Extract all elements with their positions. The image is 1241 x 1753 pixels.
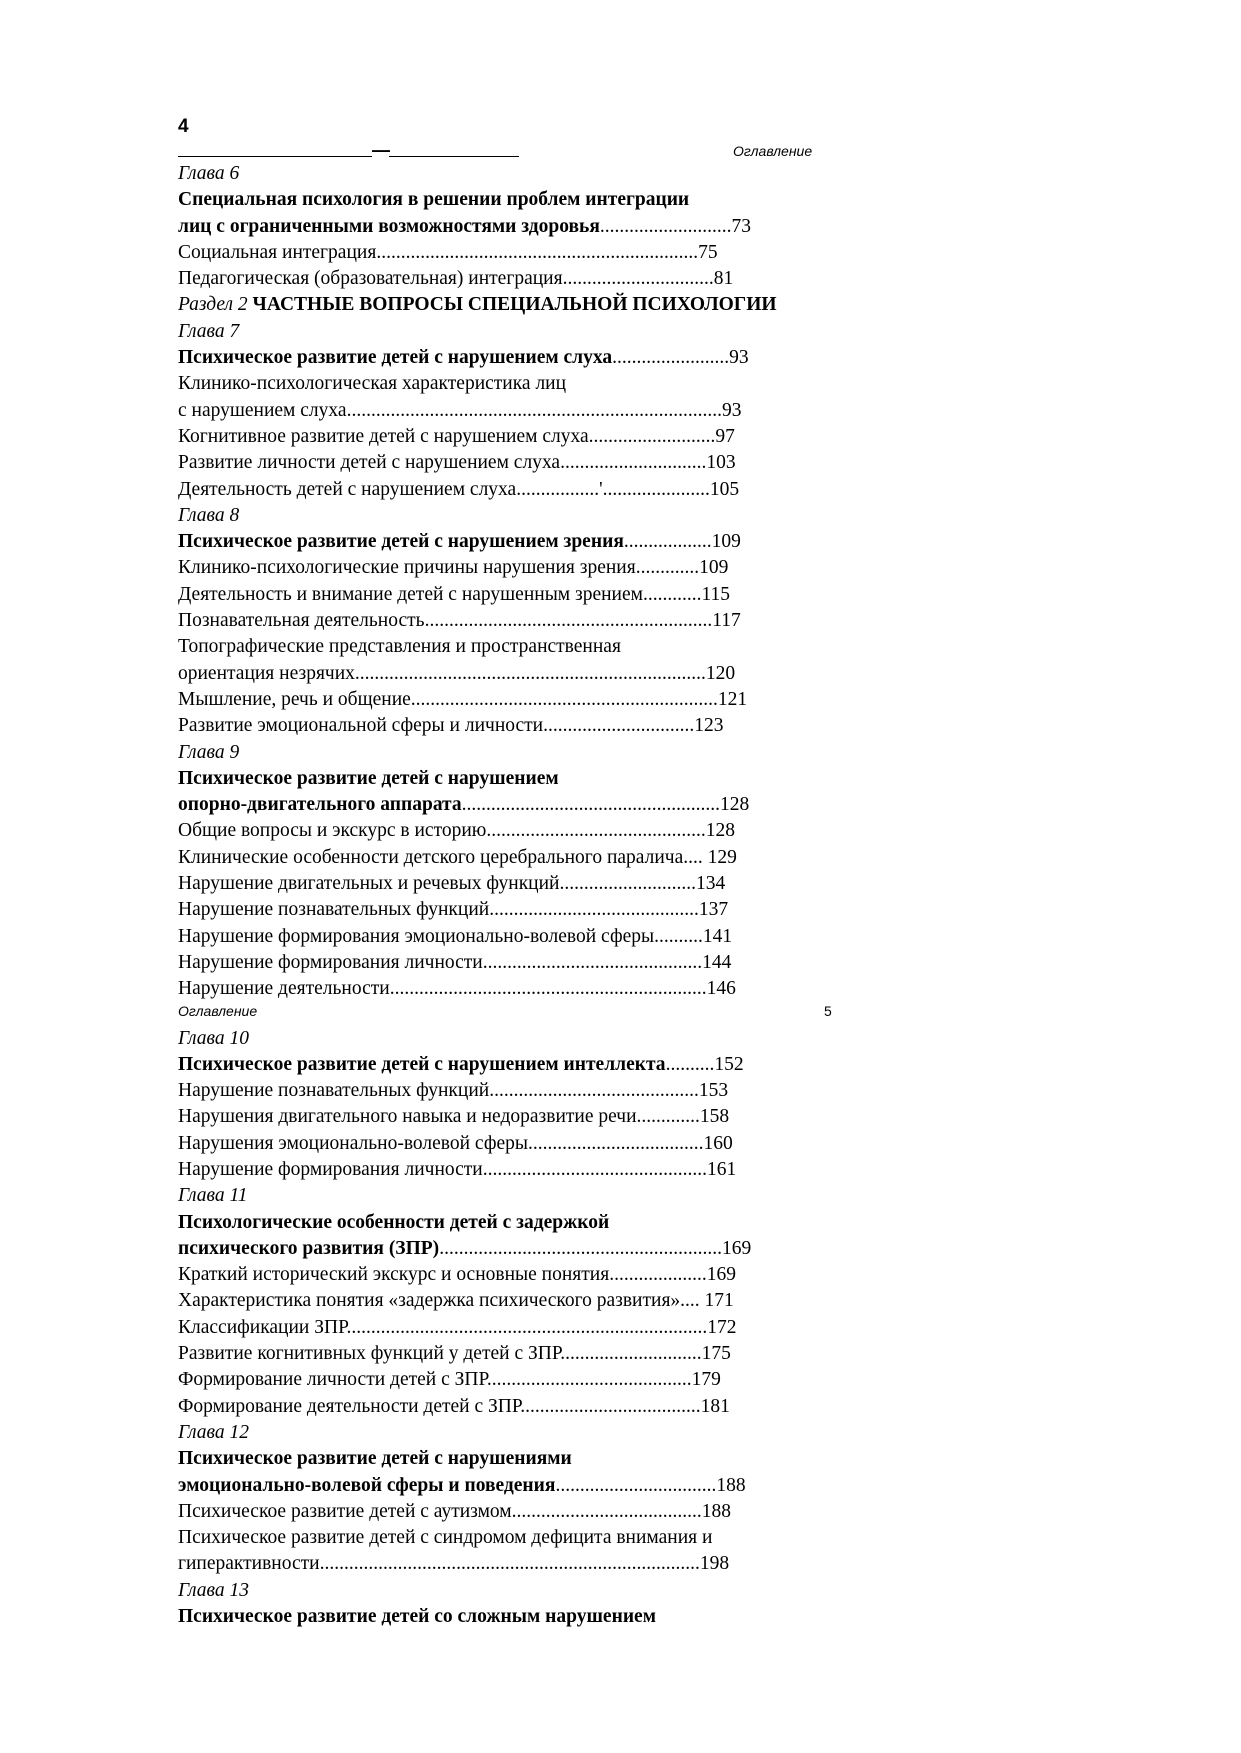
toc-line	[178, 740, 1078, 766]
toc-line	[178, 1420, 1078, 1446]
toc-line	[178, 1473, 1078, 1499]
toc-entry-text: Формирование деятельности детей с ЗПР	[178, 1395, 521, 1417]
toc-page-number: 160	[703, 1132, 733, 1154]
toc-page-number: 123	[694, 715, 724, 737]
toc-line	[178, 1446, 1078, 1472]
dot-leader: .....................................................	[461, 794, 721, 816]
chapter-label: Глава 12	[178, 1421, 250, 1443]
chapter-title: Специальная психология в решении проблем интеграции	[178, 189, 690, 211]
toc-entry-text: Нарушения эмоционально-волевой сферы	[178, 1132, 528, 1154]
toc-page-number: 134	[695, 873, 726, 895]
dot-leader: ..........................................................	[439, 1237, 722, 1259]
toc-page-number: 153	[698, 1080, 729, 1102]
toc-line	[178, 424, 1078, 450]
toc-line	[178, 1131, 1078, 1157]
chapter-label: Глава 7	[178, 320, 240, 342]
toc-entry-text: Нарушение двигательных и речевых функций	[178, 873, 560, 895]
toc-page-number: 128	[705, 820, 735, 842]
dot-leader: ...........................................	[489, 1080, 699, 1102]
toc-page-number: 188	[701, 1500, 732, 1522]
toc-line	[178, 187, 1078, 213]
toc-page-number: 115	[701, 583, 731, 605]
toc-line	[178, 398, 1078, 424]
dot-leader: ....	[683, 846, 703, 868]
dot-leader: ...............................	[562, 268, 714, 290]
toc-page-number: 103	[706, 452, 736, 474]
toc-line	[178, 924, 1078, 950]
toc-entry-text: Клинико-психологическая характеристика лиц	[178, 373, 567, 395]
toc-line	[178, 634, 1078, 660]
header-rule-left	[178, 156, 372, 157]
toc-line	[178, 371, 1078, 397]
toc-page-number: 93	[721, 399, 742, 421]
toc-line	[178, 713, 1078, 739]
toc-line	[178, 792, 1078, 818]
toc-entry-text: Характеристика понятия «задержка психического развития»	[178, 1290, 681, 1312]
toc-entry-text: Клинико-психологические причины нарушения зрения	[178, 557, 636, 579]
dot-leader: .................................	[555, 1474, 717, 1496]
section-label: Раздел 2	[178, 294, 248, 316]
chapter-title: Психологические особенности детей с задержкой	[178, 1211, 610, 1233]
chapter-title: психического развития (ЗПР)	[178, 1237, 440, 1259]
toc-entry-text: Формирование личности детей с ЗПР	[178, 1369, 487, 1391]
toc-line	[178, 240, 1078, 266]
dot-leader: ....................	[609, 1264, 707, 1286]
toc-line	[178, 503, 1078, 529]
dot-leader: .............................................	[486, 820, 706, 842]
toc-entry-text: Нарушение формирования личности	[178, 1158, 483, 1180]
chapter-label: Глава 10	[178, 1027, 250, 1049]
toc-line	[178, 1052, 1078, 1078]
toc-line	[178, 1262, 1078, 1288]
chapter-title: Психическое развитие детей со сложным нарушением	[178, 1606, 656, 1628]
toc-line	[178, 214, 1078, 240]
dot-leader: .....................................	[520, 1395, 701, 1417]
toc-line	[178, 477, 1078, 503]
toc-page-number: 121	[717, 688, 748, 710]
dot-leader: ..................................................................	[376, 241, 699, 263]
chapter-label: Глава 6	[178, 163, 240, 184]
toc-entry-text: Педагогическая (образовательная) интеграция	[178, 268, 563, 290]
chapter-label: Глава 9	[178, 741, 240, 763]
chapter-label: Глава 11	[178, 1185, 248, 1207]
toc-line	[178, 1183, 1078, 1209]
toc-line	[178, 871, 1078, 897]
toc-entry-text: Классификации ЗПР	[178, 1316, 347, 1338]
dot-leader: .............................................................................	[346, 399, 722, 421]
toc-line	[178, 1394, 1078, 1420]
dot-leader: .............................................	[482, 951, 703, 973]
toc-entry-text: Клинические особенности детского церебрального паралича	[178, 846, 684, 868]
toc-page-number: 175	[701, 1343, 731, 1365]
toc-line	[178, 608, 1078, 634]
toc-page-number: 73	[731, 215, 751, 237]
toc-entry-text: Деятельность и внимание детей с нарушенным зрением	[178, 583, 643, 605]
toc-part-2	[178, 1026, 1078, 1631]
dot-leader: ..........................................................................	[346, 1316, 708, 1338]
dot-leader: ...........................	[599, 215, 732, 237]
toc-entry-text: Нарушение познавательных функций	[178, 1080, 490, 1102]
dot-leader: ...............................	[543, 715, 695, 737]
toc-page-number: 146	[706, 978, 736, 1000]
toc-entry-text: Психическое развитие детей с синдромом дефицита внимания и	[178, 1527, 713, 1549]
toc-entry-text: Развитие личности детей с нарушением слуха	[178, 452, 561, 474]
toc-entry-text: Развитие эмоциональной сферы и личности	[178, 715, 544, 737]
toc-page-number: 172	[707, 1316, 737, 1338]
page-break-header	[178, 1003, 1078, 1026]
toc-line	[178, 450, 1078, 476]
toc-line	[178, 1499, 1078, 1525]
dot-leader: ..........	[654, 925, 703, 947]
toc-line	[178, 1104, 1078, 1130]
toc-entry-text: Развитие когнитивных функций у детей с ЗПР	[178, 1343, 561, 1365]
toc-line	[178, 661, 1078, 687]
toc-line	[178, 818, 1078, 844]
toc-line	[178, 766, 1078, 792]
section-title: ЧАСТНЫЕ ВОПРОСЫ СПЕЦИАЛЬНОЙ ПСИХОЛОГИИ	[252, 294, 777, 316]
toc-page-number: 109	[711, 531, 741, 553]
chapter-title: опорно-двигательного аппарата	[178, 794, 462, 816]
toc-part-1	[178, 161, 1078, 1003]
toc-line	[178, 292, 1078, 318]
toc-line	[178, 897, 1078, 923]
chapter-label: Глава 8	[178, 504, 240, 526]
dot-leader: ..........................	[588, 425, 716, 447]
toc-entry-text: ориентация незрячих	[178, 662, 355, 684]
toc-page-number: 120	[705, 662, 736, 684]
toc-line	[178, 1210, 1078, 1236]
toc-line	[178, 345, 1078, 371]
dot-leader: ........................	[612, 347, 730, 369]
header-dash: —	[372, 140, 390, 160]
toc-line	[178, 1026, 1078, 1052]
toc-line	[178, 1551, 1078, 1577]
dot-leader: ..........................................	[486, 1369, 692, 1391]
toc-entry-text: Общие вопросы и экскурс в историю	[178, 820, 487, 842]
toc-page-number: 81	[713, 268, 734, 290]
toc-line	[178, 1367, 1078, 1393]
toc-line	[178, 529, 1078, 555]
toc-page-number: 128	[720, 794, 750, 816]
toc-page-number: 169	[706, 1264, 736, 1286]
toc-page-number: 161	[707, 1158, 737, 1180]
toc-line	[178, 319, 1078, 345]
toc-line	[178, 1157, 1078, 1183]
toc-page-number: 75	[698, 241, 718, 263]
dot-leader: ....	[680, 1290, 700, 1312]
dot-leader: ..........	[665, 1053, 715, 1075]
toc-line	[178, 845, 1078, 871]
chapter-title: Психическое развитие детей с нарушением слуха	[178, 347, 613, 369]
toc-entry-text: Когнитивное развитие детей с нарушением слуха	[178, 425, 589, 447]
toc-line	[178, 582, 1078, 608]
dot-leader: .............................	[560, 1343, 702, 1365]
toc-line	[178, 555, 1078, 581]
chapter-label: Глава 13	[178, 1579, 250, 1601]
toc-line	[178, 1288, 1078, 1314]
toc-line	[178, 1604, 1078, 1630]
chapter-title: Психическое развитие детей с нарушениями	[178, 1448, 572, 1470]
toc-entry-text: Краткий исторический экскурс и основные понятия	[178, 1264, 610, 1286]
dot-leader: ...........................................................	[424, 610, 713, 632]
toc-line	[178, 1078, 1078, 1104]
dot-leader: ..............................	[560, 452, 707, 474]
footer-page-number: 5	[824, 1002, 832, 1019]
toc-page-number: 109	[699, 557, 729, 579]
toc-entry-text: Нарушения двигательного навыка и недоразвитие речи	[178, 1106, 637, 1128]
toc-page-number: 93	[729, 347, 749, 369]
toc-page-number: 152	[714, 1053, 744, 1075]
chapter-title: Психическое развитие детей с нарушением	[178, 767, 559, 789]
toc-entry-text: гиперактивности	[178, 1553, 320, 1575]
toc-line	[178, 1578, 1078, 1604]
toc-page-number: 137	[698, 899, 729, 921]
dot-leader: ............	[643, 583, 702, 605]
dot-leader: .......................................	[511, 1500, 702, 1522]
toc-line	[178, 1236, 1078, 1262]
header-rule-right	[389, 156, 519, 157]
dot-leader: .............	[636, 1106, 700, 1128]
chapter-title: лиц с ограниченными возможностями здоровья	[178, 215, 600, 237]
toc-page-number: 169	[721, 1237, 752, 1259]
chapter-title: Психическое развитие детей с нарушением интеллекта	[178, 1053, 666, 1075]
toc-entry-text: Нарушение формирования эмоционально-волевой сферы	[178, 925, 655, 947]
toc-line	[178, 1341, 1078, 1367]
toc-entry-text: Топографические представления и пространственная	[178, 636, 621, 658]
dot-leader: ........................................................................	[354, 662, 706, 684]
page-number-top: 4	[178, 116, 189, 137]
toc-line	[178, 161, 1078, 187]
toc-page-number: 171	[699, 1290, 734, 1312]
running-footer-label: Оглавление	[178, 1002, 258, 1019]
toc-page-number: 179	[691, 1369, 721, 1391]
dot-leader: .............	[635, 557, 700, 579]
dot-leader: ..................	[623, 531, 712, 553]
toc-entry-text: Социальная интеграция	[178, 241, 377, 263]
toc-page-number: 117	[712, 610, 741, 632]
dot-leader: ..............................................	[482, 1158, 707, 1180]
toc-entry-text: Познавательная деятельность	[178, 610, 425, 632]
toc-page-number: 97	[715, 425, 735, 447]
toc-page-number: 141	[702, 925, 733, 947]
toc-entry-text: Деятельность детей с нарушением слуха	[178, 478, 517, 500]
toc-line	[178, 950, 1078, 976]
toc-page-number: 144	[702, 951, 732, 973]
toc-page-number: 158	[699, 1106, 730, 1128]
toc-line	[178, 976, 1078, 1002]
toc-entry-text: Мышление, речь и общение	[178, 688, 411, 710]
running-header: Оглавление	[733, 143, 813, 159]
chapter-title: Психическое развитие детей с нарушением зрения	[178, 531, 624, 553]
toc-page-number: 188	[716, 1474, 746, 1496]
toc-line	[178, 1525, 1078, 1551]
toc-line	[178, 687, 1078, 713]
toc-entry-text: Нарушение деятельности	[178, 978, 390, 1000]
dot-leader: ...........................................	[489, 899, 699, 921]
dot-leader: ............................	[559, 873, 696, 895]
toc-line	[178, 266, 1078, 292]
toc-page-number: 105	[709, 478, 740, 500]
toc-page-number: 198	[699, 1553, 730, 1575]
dot-leader: ....................................	[527, 1132, 704, 1154]
toc-page-number: 129	[702, 846, 737, 868]
toc-entry-text: с нарушением слуха	[178, 399, 347, 421]
toc-line	[178, 1315, 1078, 1341]
toc-entry-text: Психическое развитие детей с аутизмом	[178, 1500, 512, 1522]
dot-leader: .................................................................	[389, 978, 707, 1000]
table-of-contents	[178, 161, 1078, 1630]
dot-leader: ...............................................................	[410, 688, 718, 710]
toc-entry-text: Нарушение познавательных функций	[178, 899, 490, 921]
toc-entry-text: Нарушение формирования личности	[178, 951, 483, 973]
dot-leader: .................'......................	[516, 478, 710, 500]
toc-page-number: 181	[700, 1395, 730, 1417]
dot-leader: ..............................................................................	[319, 1553, 700, 1575]
chapter-title: эмоционально-волевой сферы и поведения	[178, 1474, 556, 1496]
